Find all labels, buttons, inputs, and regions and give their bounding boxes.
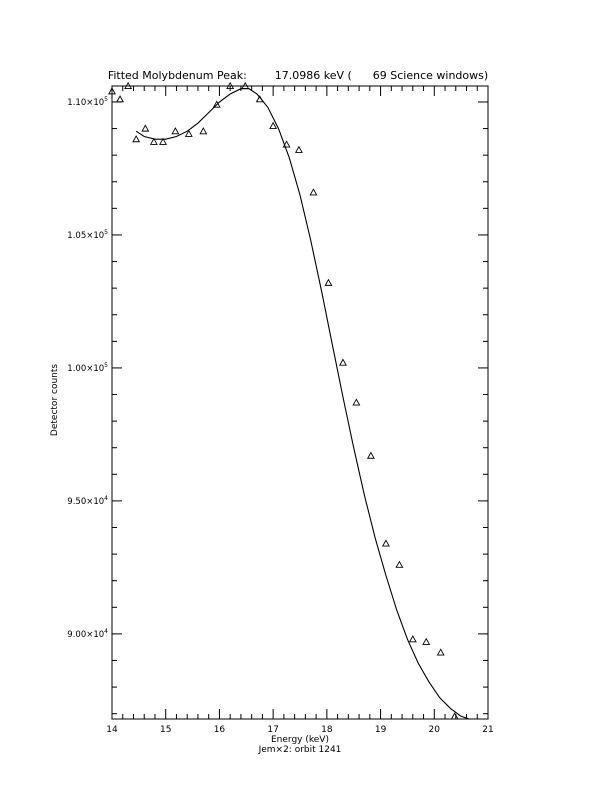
x-tick-label: 15 bbox=[159, 725, 172, 735]
data-point bbox=[117, 96, 123, 102]
x-tick-label: 20 bbox=[428, 725, 441, 735]
y-tick-labels bbox=[67, 96, 108, 640]
x-tick-label: 18 bbox=[321, 725, 333, 735]
data-point bbox=[257, 96, 263, 102]
y-axis-label: Detector counts bbox=[50, 363, 60, 437]
x-axis-subcaption: Jem×2: orbit 1241 bbox=[258, 745, 342, 755]
plot-frame bbox=[112, 86, 488, 719]
data-point bbox=[353, 399, 359, 405]
data-point bbox=[451, 713, 457, 719]
data-point bbox=[410, 636, 416, 642]
data-point bbox=[423, 639, 429, 645]
y-tick-label: $9.50\times 10^4$ bbox=[67, 494, 108, 507]
fit-curve bbox=[136, 89, 469, 719]
axis-ticks bbox=[112, 86, 488, 719]
data-point bbox=[310, 189, 316, 195]
data-point bbox=[340, 359, 346, 365]
data-point bbox=[200, 128, 206, 134]
y-tick-label: $9.00\times 10^4$ bbox=[67, 627, 108, 640]
data-point bbox=[438, 649, 444, 655]
y-tick-label: $1.05\times 10^5$ bbox=[67, 228, 108, 241]
x-tick-label: 19 bbox=[374, 725, 387, 735]
data-point bbox=[296, 147, 302, 153]
y-tick-label: $1.00\times 10^5$ bbox=[67, 361, 108, 374]
data-point bbox=[325, 280, 331, 286]
data-points bbox=[109, 83, 458, 719]
data-point bbox=[396, 562, 402, 568]
x-tick-label: 17 bbox=[267, 725, 279, 735]
x-tick-label: 14 bbox=[106, 725, 118, 735]
data-point bbox=[368, 452, 374, 458]
data-point bbox=[133, 136, 139, 142]
chart-title: Fitted Molybdenum Peak: 17.0986 keV ( 69 Science windows) bbox=[107, 69, 489, 82]
data-point bbox=[383, 540, 389, 546]
x-tick-label: 21 bbox=[482, 725, 494, 735]
data-point bbox=[142, 125, 148, 131]
y-tick-label: $1.10\times 10^5$ bbox=[67, 95, 108, 108]
x-tick-label: 16 bbox=[213, 725, 226, 735]
x-axis-label: Energy (keV) bbox=[271, 735, 329, 745]
x-tick-labels bbox=[106, 725, 493, 735]
data-point bbox=[172, 128, 178, 134]
